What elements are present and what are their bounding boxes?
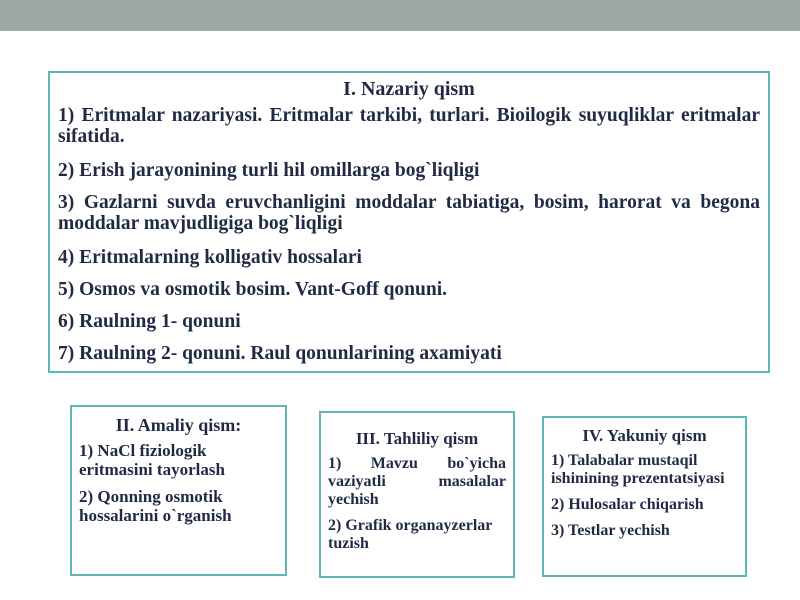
final-section-box <box>542 416 747 577</box>
theory-section-box <box>48 71 770 373</box>
practical-section-title: II. Amaliy qism: <box>115 415 242 435</box>
theory-item-4: 4) Eritmalarning kolligativ hossalari <box>58 247 362 268</box>
theory-item-6: 6) Raulning 1- qonuni <box>58 311 241 332</box>
analytical-section-title: III. Tahliliy qism <box>355 429 479 448</box>
theory-item-7: 7) Raulning 2- qonuni. Raul qonunlarining axamiyati <box>58 343 502 364</box>
theory-item-5: 5) Osmos va osmotik bosim. Vant-Goff qonuni. <box>58 279 447 300</box>
top-bar <box>0 0 800 31</box>
final-item-2: 2) Hulosalar chiqarish <box>551 496 704 513</box>
practical-section-box <box>70 405 287 576</box>
analytical-item-2: 2) Grafik organayzerlar tuzish <box>328 517 493 552</box>
theory-item-2: 2) Erish jarayonining turli hil omillarga bog`liqligi <box>58 160 480 181</box>
theory-section-title: I. Nazariy qism <box>343 78 475 100</box>
practical-item-1: 1) NaCl fiziologik eritmasini tayorlash <box>79 441 225 479</box>
analytical-item-1: 1) Mavzu bo`yicha vaziyatli masalalar yechish <box>328 455 506 508</box>
theory-item-3: 3) Gazlarni suvda eruvchanligini moddalar tabiatiga, bosim, harorat va begona moddalar mavjudligiga bog`liqligi <box>58 192 760 234</box>
practical-item-2: 2) Qonning osmotik hossalarini o`rganish <box>79 487 232 525</box>
theory-item-1: 1) Eritmalar nazariyasi. Eritmalar tarkibi, turlari. Bioilogik suyuqliklar eritmalar sifatida. <box>58 105 760 147</box>
final-section-title: IV. Yakuniy qism <box>582 426 707 445</box>
final-item-3: 3) Testlar yechish <box>551 522 670 539</box>
final-item-1: 1) Talabalar mustaqil ishinining prezentatsiyasi <box>551 452 725 487</box>
analytical-section-box <box>319 411 515 578</box>
